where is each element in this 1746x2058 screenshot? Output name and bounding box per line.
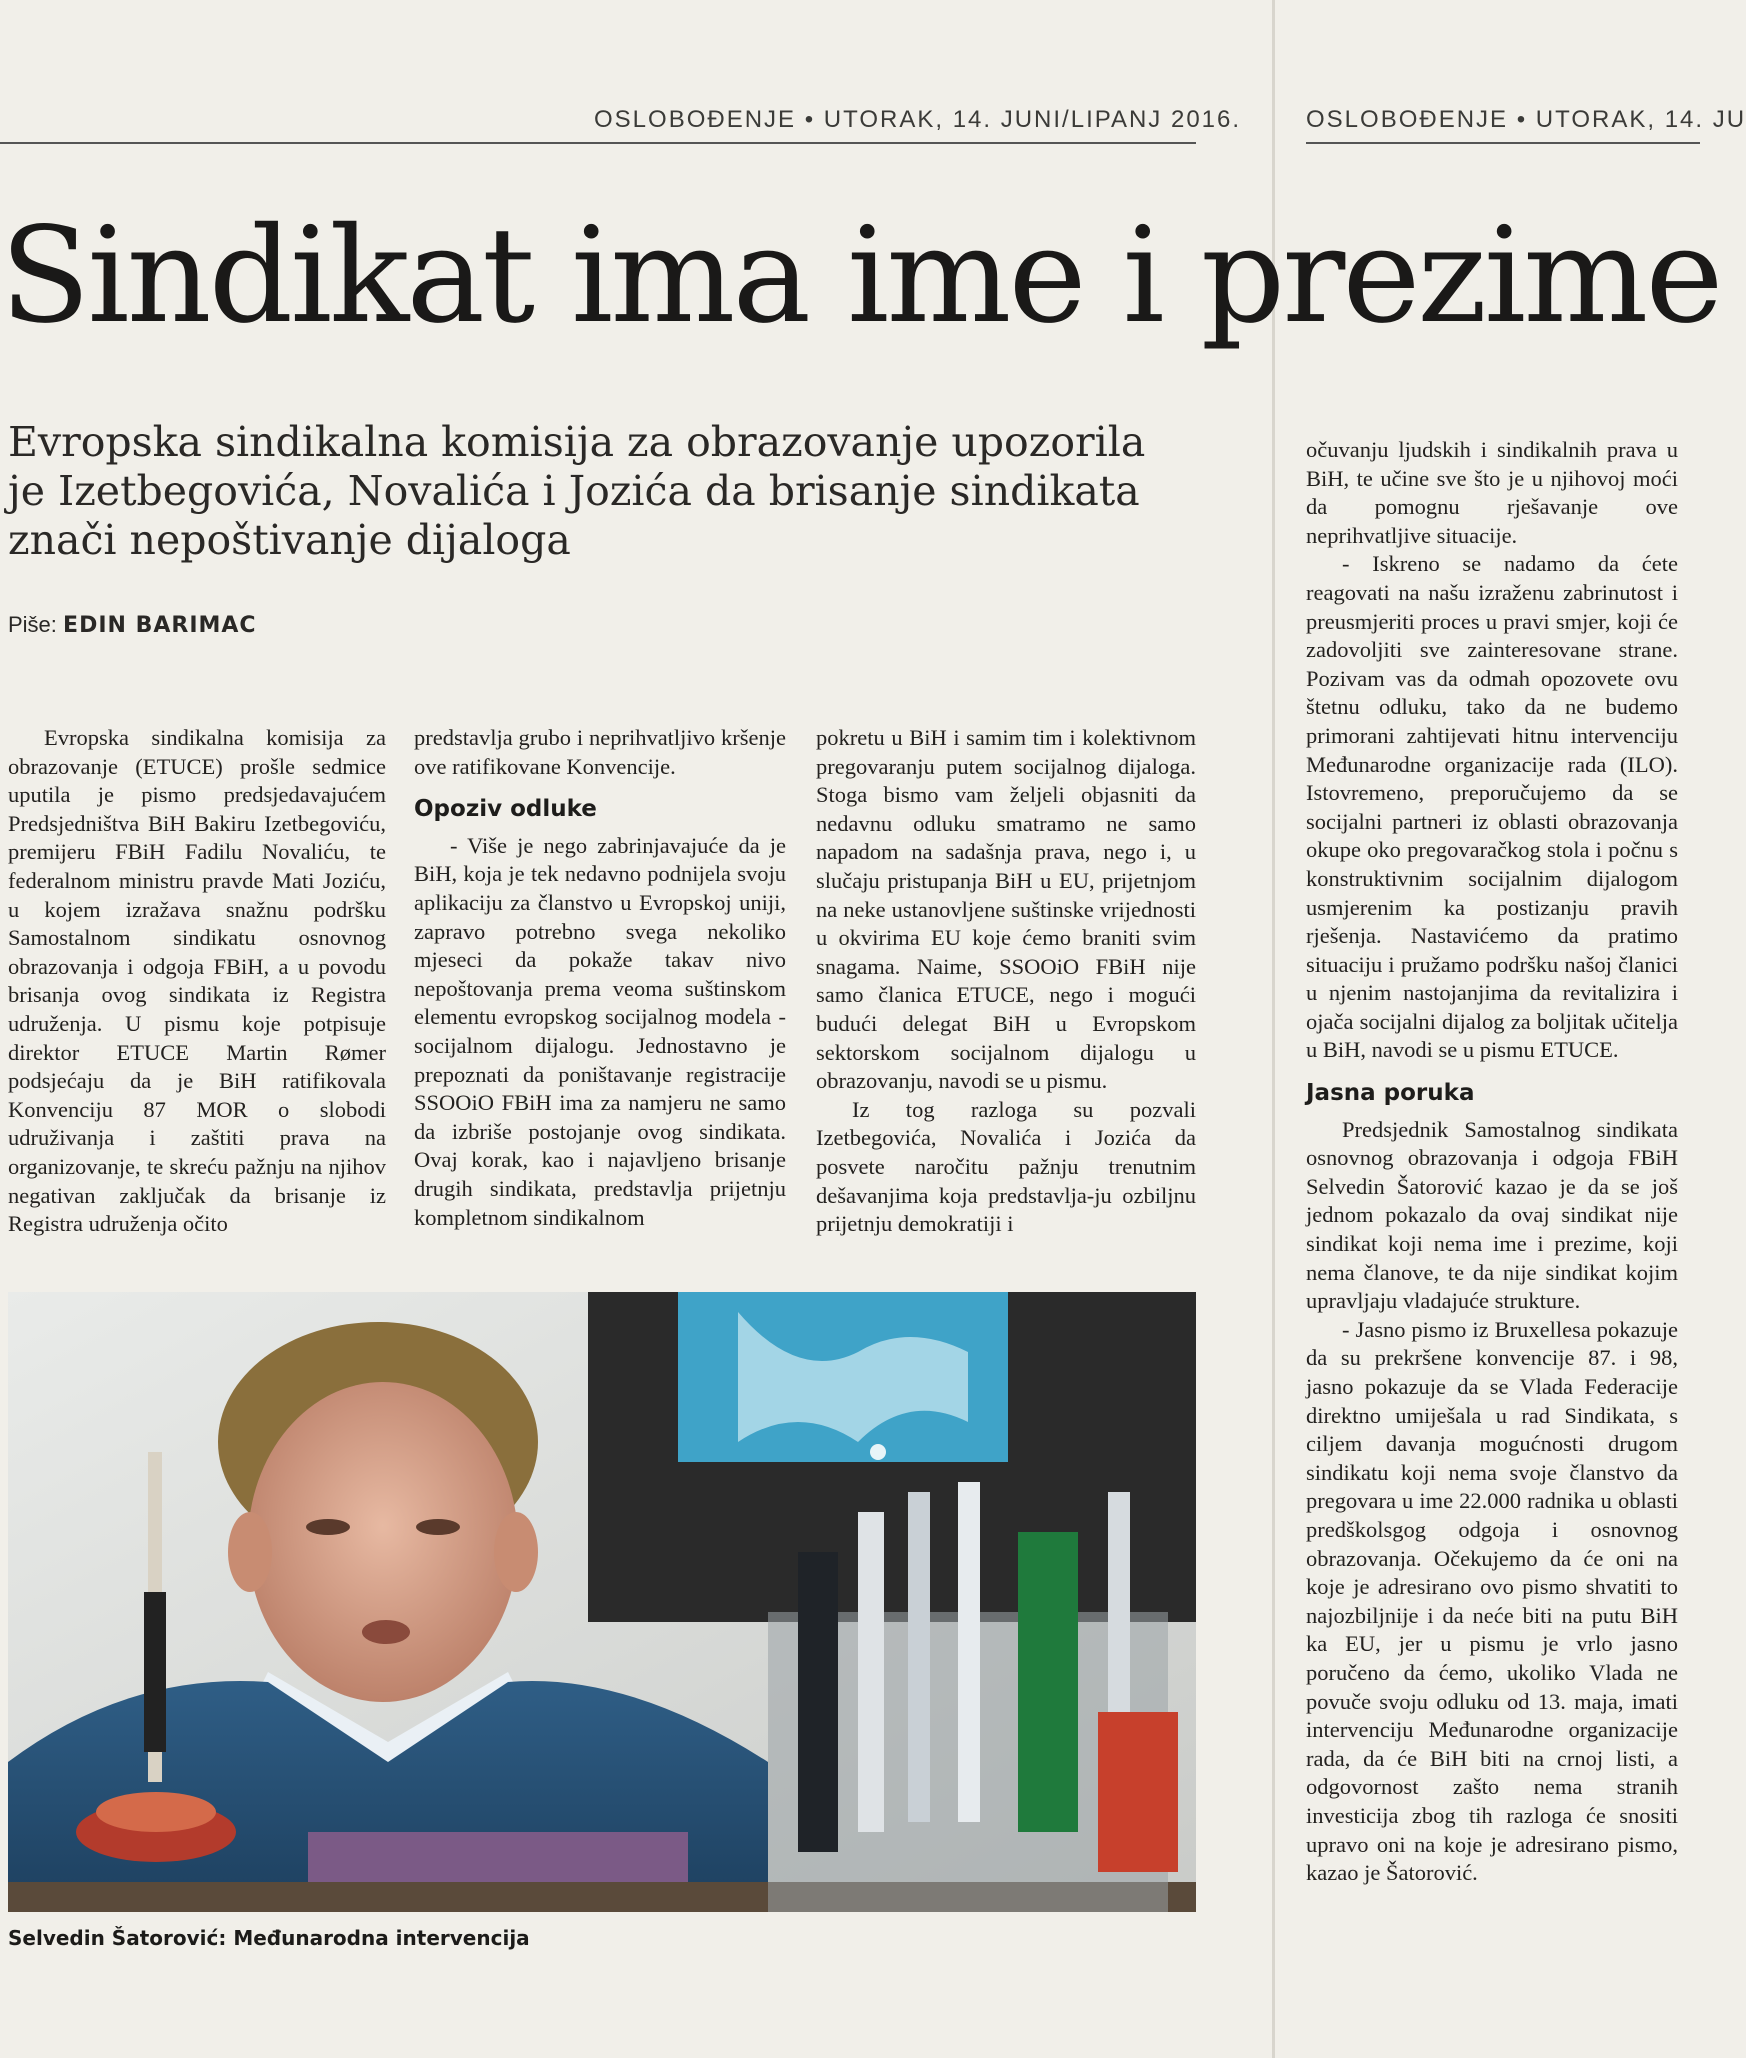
byline-prefix: Piše:: [8, 612, 57, 637]
paragraph: predstavlja grubo i neprihvatljivo kršenje ove ratifikovane Konvencije.: [414, 725, 786, 779]
paragraph: - Više je nego zabrinjavajuće da je BiH, koja je tek nedavno podnijela svoju aplikaciju za članstvo u Evropskoj uniji, zapravo potrebno svega nekoliko mjeseci da pokaže takav nivo nepoštovanja prema veoma suštinskom elementu evropskog socijalnog modela - socijalnom dijalogu. Jednostavno je prepoznati da poništavanje registracije SSOOiO FBiH ima za namjeru ne samo da izbriše postojanje ovog sindikata. Ovaj korak, kao i najavljeno brisanje drugih sindikata, predstavlja prijetnju kompletnom sindikalnom: [414, 832, 786, 1230]
article-column-1: [8, 724, 386, 1239]
paragraph: Predsjednik Samostalnog sindikata osnovnog obrazovanja i odgoja FBiH Selvedin Šatorović kazao je da se još jednom pokazalo da ovaj sindikat nije sindikat koji nema ime i prezime, koji nema članove, te da nije sindikat kojim upravljaju vladajuće strukture.: [1306, 1116, 1678, 1314]
article-column-4: [1306, 436, 1678, 1888]
byline-author: EDIN BARIMAC: [63, 613, 257, 638]
paragraph: Iz tog razloga su pozvali Izetbegovića, Novalića i Jozića da posvete naročitu pažnju trenutnim dešavanjima koja predstavlja-ju ozbiljnu prijetnju demokratiji i: [816, 1096, 1196, 1237]
masthead-right: OSLOBOĐENJE • UTORAK, 14. JU: [1306, 106, 1746, 133]
byline: [8, 612, 257, 638]
paragraph: očuvanju ljudskih i sindikalnih prava u BiH, te učine sve što je u njihovoj moći da pomognu rješavanje ove neprihvatljive situacije.: [1306, 437, 1678, 548]
masthead-left: OSLOBOĐENJE • UTORAK, 14. JUNI/LIPANJ 2016.: [594, 106, 1242, 133]
paragraph: pokretu u BiH i samim tim i kolektivnom pregovaranju putem socijalnog dijaloga. Stoga bismo vam željeli objasniti da nedavnu odluku smatramo ne samo napadom na sadašnja prava, nego i, u slučaju pristupanja BiH u EU, prijetnjom na neke ustanovljene suštinske vrijednosti u okvirima EU koje ćemo braniti svim snagama. Naime, SSOOiO FBiH nije samo članica ETUCE, nego i mogući budući delegat BiH u Evropskom sektorskom socijalnom dijalogu u obrazovanju, navodi se u pismu.: [816, 725, 1196, 1094]
subhead: Evropska sindikalna komisija za obrazovanje upozorila je Izetbegovića, Novalića i Jozića da brisanje sindikata znači nepoštivanje dijaloga: [8, 418, 1146, 565]
paragraph: Evropska sindikalna komisija za obrazovanje (ETUCE) prošle sedmice uputila je pismo predsjedavajućem Predsjedništva BiH Bakiru Izetbegoviću, premijeru FBiH Fadilu Novaliću, te federalnom ministru pravde Mati Joziću, u kojem izražava snažnu podršku Samostalnom sindikatu osnovnog obrazovanja i odgoja FBiH, a u povodu brisanja ovog sindikata iz Registra udruženja. U pismu koje potpisuje direktor ETUCE Martin Rømer podsjećaju da je BiH ratifikovala Konvenciju 87 MOR o slobodi udruživanja i zaštiti prava na organizovanje, te skreću pažnju na njihov negativan zaključak da brisanje iz Registra udruženja očito: [8, 725, 386, 1237]
photo-caption: Selvedin Šatorović: Međunarodna intervencija: [8, 1926, 530, 1950]
photo-illustration: [8, 1292, 1196, 1912]
headline: Sindikat ima ime i prezime: [0, 199, 1721, 353]
paragraph: - Jasno pismo iz Bruxellesa pokazuje da su prekršene konvencije 87. i 98, jasno pokazuje da se Vlada Federacije direktno umiješala u rad Sindikata, s ciljem davanja mogućnosti drugom sindikatu koji nema svoje članstvo da pregovara u ime 22.000 radnika u oblasti predškolsgog odgoja i osnovnog obrazovanja. Očekujemo da će oni na koje je adresirano ovo pismo shvatiti to najozbiljnije i da neće biti na putu BiH ka EU, jer u pismu je vrlo jasno poručeno da ćemo, ukoliko Vlada ne povuče svoju odluku od 13. maja, imati intervenciju Međunarodne organizacije rada, da će BiH biti na crnoj listi, a odgovornost zašto nema stranih investicija zbog tih razloga će snositi upravo oni na koje je adresirano pismo, kazao je Šatorović.: [1306, 1316, 1678, 1886]
masthead-rule-right: [1306, 142, 1700, 144]
article-column-2: [414, 724, 786, 1232]
article-photo: [8, 1292, 1196, 1912]
masthead-rule-left: [0, 142, 1196, 144]
crosshead-opoziv: Opoziv odluke: [414, 796, 597, 823]
paragraph: - Iskreno se nadamo da ćete reagovati na našu izraženu zabrinutost i preusmjeriti proces u pravi smjer, koji će zadovoljiti sve zainteresovane strane. Pozivam vas da odmah opozovete ovu štetnu odluku, tako da ne budemo primorani zahtijevati hitnu intervenciju Međunarodne organizacije rada (ILO). Istovremeno, preporučujemo da se socijalni partneri iz oblasti obrazovanja okupe oko pregovaračkog stola i počnu s konstruktivnim socijalnim dijalogom usmjerenim ka postizanju pravih rješenja. Nastavićemo da pratimo situaciju i pružamo podršku našoj članici u njenim nastojanjima da revitalizira i ojača socijalni dijalog za boljitak učitelja u BiH, navodi se u pismu ETUCE.: [1306, 551, 1678, 1063]
article-column-3: [816, 724, 1196, 1239]
crosshead-jasna-poruka: Jasna poruka: [1306, 1080, 1475, 1107]
